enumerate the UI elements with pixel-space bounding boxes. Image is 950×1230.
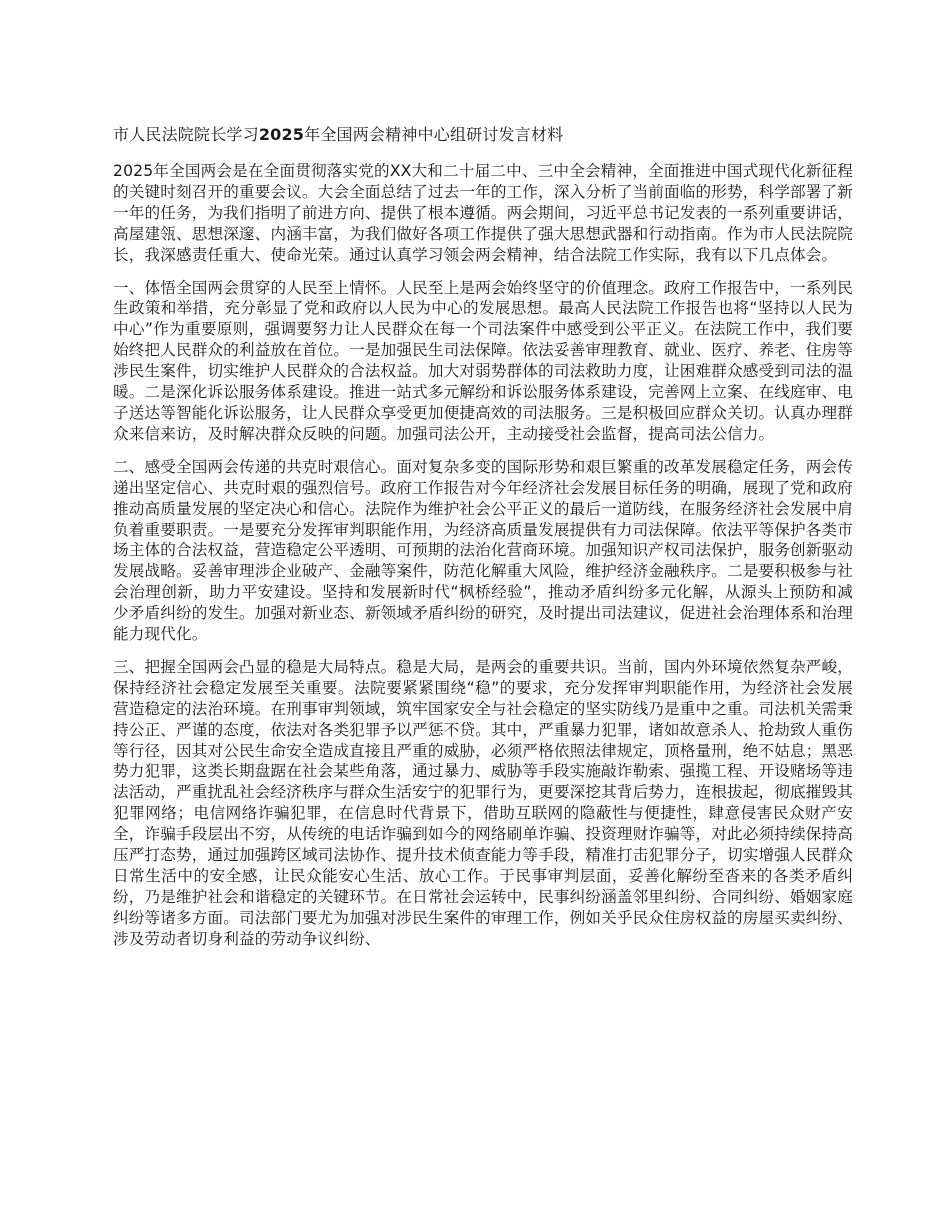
paragraph-section-2: 二、感受全国两会传递的共克时艰信心。面对复杂多变的国际形势和艰巨繁重的改革发展稳定任务，两会传递出坚定信心、共克时艰的强烈信号。政府工作报告对今年经济社会发展目标任务的明确，展现了党和政府推动高质量发展的坚定决心和信心。法院作为维护社会公平正义的最后一道防线，在服务经济社会发展中肩负着重要职责。一是要充分发挥审判职能作用，为经济高质量发展提供有力司法保障。依法平等保护各类市场主体的合法权益，营造稳定公平透明、可预期的法治化营商环境。加强知识产权司法保护，服务创新驱动发展战略。妥善审理涉企业破产、金融等案件，防范化解重大风险，维护经济金融秩序。二是要积极参与社会治理创新，助力平安建设。坚持和发展新时代“枫桥经验”，推动矛盾纠纷多元化解，从源头上预防和减少矛盾纠纷的发生。加强对新业态、新领域矛盾纠纷的研究，及时提出司法建议，促进社会治理体系和治理能力现代化。 — [113, 457, 853, 644]
document-body — [113, 124, 853, 962]
title-suffix: 年全国两会精神中心组研讨发言材料 — [304, 125, 564, 144]
title-year: 2025 — [258, 125, 305, 144]
paragraph-intro: 2025年全国两会是在全面贯彻落实党的XX大和二十届二中、三中全会精神，全面推进中国式现代化新征程的关键时刻召开的重要会议。大会全面总结了过去一年的工作，深入分析了当前面临的形势，科学部署了新一年的任务，为我们指明了前进方向、提供了根本遵循。两会期间，习近平总书记发表的一系列重要讲话，高屋建瓴、思想深邃、内涵丰富，为我们做好各项工作提供了强大思想武器和行动指南。作为市人民法院院长，我深感责任重大、使命光荣。通过认真学习领会两会精神，结合法院工作实际，我有以下几点体会。 — [113, 162, 853, 264]
document-title — [113, 124, 853, 146]
paragraph-section-3: 三、把握全国两会凸显的稳是大局特点。稳是大局，是两会的重要共识。当前，国内外环境依然复杂严峻，保持经济社会稳定发展至关重要。法院要紧紧围绕“稳”的要求，充分发挥审判职能作用，为经济社会发展营造稳定的法治环境。在刑事审判领域，筑牢国家安全与社会稳定的坚实防线乃是重中之重。司法机关需秉持公正、严谨的态度，依法对各类犯罪予以严惩不贷。其中，严重暴力犯罪，诸如故意杀人、抢劫致人重伤等行径，因其对公民生命安全造成直接且严重的威胁，必须严格依照法律规定，顶格量刑，绝不姑息；黑恶势力犯罪，这类长期盘踞在社会某些角落，通过暴力、威胁等手段实施敲诈勒索、强揽工程、开设赌场等违法活动，严重扰乱社会经济秩序与群众生活安宁的犯罪行为，更要深挖其背后势力，连根拔起，彻底摧毁其犯罪网络；电信网络诈骗犯罪，在信息时代背景下，借助互联网的隐蔽性与便捷性，肆意侵害民众财产安全，诈骗手段层出不穷，从传统的电话诈骗到如今的网络刷单诈骗、投资理财诈骗等，对此必须持续保持高压严打态势，通过加强跨区域司法协作、提升技术侦查能力等手段，精准打击犯罪分子，切实增强人民群众日常生活中的安全感，让民众能安心生活、放心工作。于民事审判层面，妥善化解纷至沓来的各类矛盾纠纷，乃是维护社会和谐稳定的关键环节。在日常社会运转中，民事纠纷涵盖邻里纠纷、合同纠纷、婚姻家庭纠纷等诸多方面。司法部门要尤为加强对涉民生案件的审理工作，例如关乎民众住房权益的房屋买卖纠纷、涉及劳动者切身利益的劳动争议纠纷、 — [113, 657, 853, 948]
title-prefix: 市人民法院院长学习 — [113, 125, 259, 144]
paragraph-section-1: 一、体悟全国两会贯穿的人民至上情怀。人民至上是两会始终坚守的价值理念。政府工作报告中，一系列民生政策和举措，充分彰显了党和政府以人民为中心的发展思想。最高人民法院工作报告也将“坚持以人民为中心”作为重要原则，强调要努力让人民群众在每一个司法案件中感受到公平正义。在法院工作中，我们要始终把人民群众的利益放在首位。一是加强民生司法保障。依法妥善审理教育、就业、医疗、养老、住房等涉民生案件，切实维护人民群众的合法权益。加大对弱势群体的司法救助力度，让困难群众感受到司法的温暖。二是深化诉讼服务体系建设。推进一站式多元解纷和诉讼服务体系建设，完善网上立案、在线庭审、电子送达等智能化诉讼服务，让人民群众享受更加便捷高效的司法服务。三是积极回应群众关切。认真办理群众来信来访，及时解决群众反映的问题。加强司法公开，主动接受社会监督，提高司法公信力。 — [113, 278, 853, 443]
